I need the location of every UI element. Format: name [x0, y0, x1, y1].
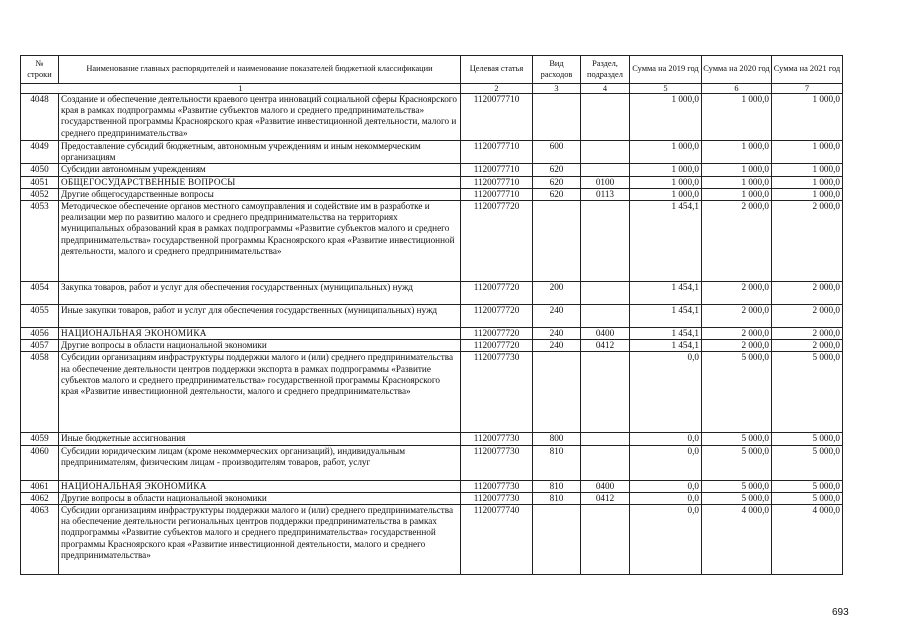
- target-article: 1120077710: [461, 141, 533, 164]
- sum-2021: 1 000,0: [772, 188, 843, 200]
- expense-type: 600: [533, 141, 581, 164]
- column-number: 2: [461, 84, 533, 94]
- sum-2019: 1 000,0: [630, 141, 702, 164]
- sum-2020: 5 000,0: [702, 480, 772, 492]
- expense-type: [533, 201, 581, 282]
- table-row: [21, 433, 843, 445]
- section-code: [581, 164, 630, 176]
- section-code: [581, 282, 630, 305]
- table-row: [21, 94, 843, 141]
- row-number: 4054: [21, 282, 59, 305]
- column-number-row: [21, 84, 843, 94]
- sum-2019: 1 000,0: [630, 176, 702, 188]
- sum-2019: 1 000,0: [630, 188, 702, 200]
- section-code: 0412: [581, 492, 630, 504]
- sum-2019: 1 454,1: [630, 305, 702, 328]
- sum-2021: 1 000,0: [772, 94, 843, 141]
- row-number: 4059: [21, 433, 59, 445]
- column-number: 1: [21, 84, 461, 94]
- column-number: 7: [772, 84, 843, 94]
- sum-2021: 5 000,0: [772, 445, 843, 480]
- table-row: [21, 164, 843, 176]
- table-row: [21, 340, 843, 352]
- row-name: НАЦИОНАЛЬНАЯ ЭКОНОМИКА: [59, 328, 461, 340]
- row-name: Другие вопросы в области национальной экономики: [59, 340, 461, 352]
- section-code: 0400: [581, 328, 630, 340]
- row-number: 4063: [21, 505, 59, 575]
- sum-2021: 1 000,0: [772, 164, 843, 176]
- sum-2020: 5 000,0: [702, 352, 772, 433]
- header-expense-type: Вид расходов: [533, 56, 581, 84]
- header-target-article: Целевая статья: [461, 56, 533, 84]
- section-code: [581, 305, 630, 328]
- row-number: 4049: [21, 141, 59, 164]
- target-article: 1120077730: [461, 492, 533, 504]
- row-number: 4060: [21, 445, 59, 480]
- section-code: 0113: [581, 188, 630, 200]
- table-row: [21, 505, 843, 575]
- table-row: [21, 305, 843, 328]
- section-code: 0412: [581, 340, 630, 352]
- expense-type: 200: [533, 282, 581, 305]
- expense-type: [533, 352, 581, 433]
- column-number: 6: [702, 84, 772, 94]
- row-number: 4056: [21, 328, 59, 340]
- target-article: 1120077730: [461, 480, 533, 492]
- table-row: [21, 188, 843, 200]
- header-row: [21, 56, 843, 84]
- sum-2019: 0,0: [630, 445, 702, 480]
- row-name: Создание и обеспечение деятельности краевого центра инноваций социальной сферы Красноярского края в рамках подпрограммы «Развитие субъектов малого и среднего предпринимательства» государственной программы Красноярского края «Развитие инвестиционной деятельности, малого и среднего предпринимательства»: [59, 94, 461, 141]
- sum-2020: 2 000,0: [702, 282, 772, 305]
- sum-2019: 1 454,1: [630, 282, 702, 305]
- header-section: Раздел, подраздел: [581, 56, 630, 84]
- target-article: 1120077710: [461, 164, 533, 176]
- section-code: [581, 352, 630, 433]
- row-name: Иные бюджетные ассигнования: [59, 433, 461, 445]
- target-article: 1120077720: [461, 340, 533, 352]
- table-row: [21, 141, 843, 164]
- sum-2019: 1 454,1: [630, 328, 702, 340]
- row-name: Субсидии юридическим лицам (кроме некоммерческих организаций), индивидуальным предпринимателям, физическим лицам - производителям товаров, работ, услуг: [59, 445, 461, 480]
- table-row: [21, 201, 843, 282]
- header-row-number: № строки: [21, 56, 59, 84]
- table-row: [21, 282, 843, 305]
- sum-2020: 2 000,0: [702, 328, 772, 340]
- row-number: 4050: [21, 164, 59, 176]
- header-name: Наименование главных распорядителей и наименование показателей бюджетной классификации: [59, 56, 461, 84]
- row-name: Другие вопросы в области национальной экономики: [59, 492, 461, 504]
- sum-2019: 1 000,0: [630, 94, 702, 141]
- table-row: [21, 492, 843, 504]
- column-number: 5: [630, 84, 702, 94]
- target-article: 1120077730: [461, 433, 533, 445]
- sum-2021: 5 000,0: [772, 492, 843, 504]
- section-code: [581, 505, 630, 575]
- expense-type: [533, 94, 581, 141]
- row-number: 4055: [21, 305, 59, 328]
- sum-2021: 5 000,0: [772, 480, 843, 492]
- sum-2020: 2 000,0: [702, 340, 772, 352]
- sum-2020: 1 000,0: [702, 94, 772, 141]
- target-article: 1120077720: [461, 201, 533, 282]
- sum-2019: 0,0: [630, 505, 702, 575]
- column-number: 4: [581, 84, 630, 94]
- target-article: 1120077720: [461, 328, 533, 340]
- sum-2019: 0,0: [630, 433, 702, 445]
- row-number: 4058: [21, 352, 59, 433]
- sum-2019: 1 454,1: [630, 340, 702, 352]
- row-name: Субсидии автономным учреждениям: [59, 164, 461, 176]
- sum-2019: 0,0: [630, 352, 702, 433]
- expense-type: 240: [533, 340, 581, 352]
- sum-2021: 5 000,0: [772, 352, 843, 433]
- sum-2021: 1 000,0: [772, 141, 843, 164]
- section-code: [581, 445, 630, 480]
- section-code: [581, 94, 630, 141]
- section-code: 0400: [581, 480, 630, 492]
- header-sum-2019: Сумма на 2019 год: [630, 56, 702, 84]
- target-article: 1120077720: [461, 305, 533, 328]
- expense-type: 620: [533, 176, 581, 188]
- sum-2019: 1 454,1: [630, 201, 702, 282]
- table-row: [21, 176, 843, 188]
- table-row: [21, 352, 843, 433]
- header-sum-2020: Сумма на 2020 год: [702, 56, 772, 84]
- row-name: ОБЩЕГОСУДАРСТВЕННЫЕ ВОПРОСЫ: [59, 176, 461, 188]
- sum-2019: 1 000,0: [630, 164, 702, 176]
- table-row: [21, 445, 843, 480]
- expense-type: 240: [533, 328, 581, 340]
- page-number: 693: [832, 607, 849, 618]
- sum-2020: 5 000,0: [702, 492, 772, 504]
- sum-2019: 0,0: [630, 492, 702, 504]
- row-number: 4048: [21, 94, 59, 141]
- row-name: Методическое обеспечение органов местного самоуправления и содействие им в разработке и реализации мер по развитию малого и среднего предпринимательства на территориях муниципальных образований края в рамках подпрограммы «Развитие субъектов малого и среднего предпринимательства» государственной программы Красноярского края «Развитие инвестиционной деятельности, малого и среднего предпринимательства»: [59, 201, 461, 282]
- row-name: Субсидии организациям инфраструктуры поддержки малого и (или) среднего предпринимательства на обеспечение деятельности региональных центров поддержки предпринимательства в рамках подпрограммы «Развитие субъектов малого и среднего предпринимательства» государственной программы Красноярского края «Развитие инвестиционной деятельности, малого и среднего предпринимательства»: [59, 505, 461, 575]
- expense-type: 240: [533, 305, 581, 328]
- row-number: 4051: [21, 176, 59, 188]
- sum-2020: 1 000,0: [702, 176, 772, 188]
- row-name: Иные закупки товаров, работ и услуг для обеспечения государственных (муниципальных) нужд: [59, 305, 461, 328]
- section-code: [581, 433, 630, 445]
- row-number: 4057: [21, 340, 59, 352]
- sum-2021: 2 000,0: [772, 282, 843, 305]
- table-row: [21, 480, 843, 492]
- row-name: Закупка товаров, работ и услуг для обеспечения государственных (муниципальных) нужд: [59, 282, 461, 305]
- section-code: [581, 201, 630, 282]
- sum-2020: 5 000,0: [702, 445, 772, 480]
- sum-2021: 2 000,0: [772, 305, 843, 328]
- sum-2020: 5 000,0: [702, 433, 772, 445]
- target-article: 1120077720: [461, 282, 533, 305]
- target-article: 1120077730: [461, 352, 533, 433]
- sum-2021: 2 000,0: [772, 328, 843, 340]
- sum-2020: 1 000,0: [702, 188, 772, 200]
- row-name: Другие общегосударственные вопросы: [59, 188, 461, 200]
- expense-type: 620: [533, 164, 581, 176]
- sum-2020: 4 000,0: [702, 505, 772, 575]
- target-article: 1120077710: [461, 176, 533, 188]
- sum-2021: 4 000,0: [772, 505, 843, 575]
- row-name: НАЦИОНАЛЬНАЯ ЭКОНОМИКА: [59, 480, 461, 492]
- expense-type: 810: [533, 445, 581, 480]
- row-name: Предоставление субсидий бюджетным, автономным учреждениям и иным некоммерческим организациям: [59, 141, 461, 164]
- header-sum-2021: Сумма на 2021 год: [772, 56, 843, 84]
- expense-type: 810: [533, 480, 581, 492]
- expense-type: 800: [533, 433, 581, 445]
- row-number: 4053: [21, 201, 59, 282]
- column-number: 3: [533, 84, 581, 94]
- target-article: 1120077710: [461, 188, 533, 200]
- row-name: Субсидии организациям инфраструктуры поддержки малого и (или) среднего предпринимательства на обеспечение деятельности центров поддержки экспорта в рамках подпрограммы «Развитие субъектов малого и среднего предпринимательства» государственной программы Красноярского края «Развитие инвестиционной деятельности, малого и среднего предпринимательства»: [59, 352, 461, 433]
- section-code: 0100: [581, 176, 630, 188]
- sum-2020: 2 000,0: [702, 201, 772, 282]
- budget-table: [20, 55, 843, 575]
- expense-type: 810: [533, 492, 581, 504]
- expense-type: [533, 505, 581, 575]
- expense-type: 620: [533, 188, 581, 200]
- section-code: [581, 141, 630, 164]
- sum-2021: 5 000,0: [772, 433, 843, 445]
- sum-2021: 2 000,0: [772, 340, 843, 352]
- sum-2020: 2 000,0: [702, 305, 772, 328]
- row-number: 4062: [21, 492, 59, 504]
- sum-2021: 2 000,0: [772, 201, 843, 282]
- target-article: 1120077710: [461, 94, 533, 141]
- target-article: 1120077740: [461, 505, 533, 575]
- sum-2019: 0,0: [630, 480, 702, 492]
- sum-2021: 1 000,0: [772, 176, 843, 188]
- row-number: 4061: [21, 480, 59, 492]
- sum-2020: 1 000,0: [702, 164, 772, 176]
- target-article: 1120077730: [461, 445, 533, 480]
- sum-2020: 1 000,0: [702, 141, 772, 164]
- row-number: 4052: [21, 188, 59, 200]
- table-row: [21, 328, 843, 340]
